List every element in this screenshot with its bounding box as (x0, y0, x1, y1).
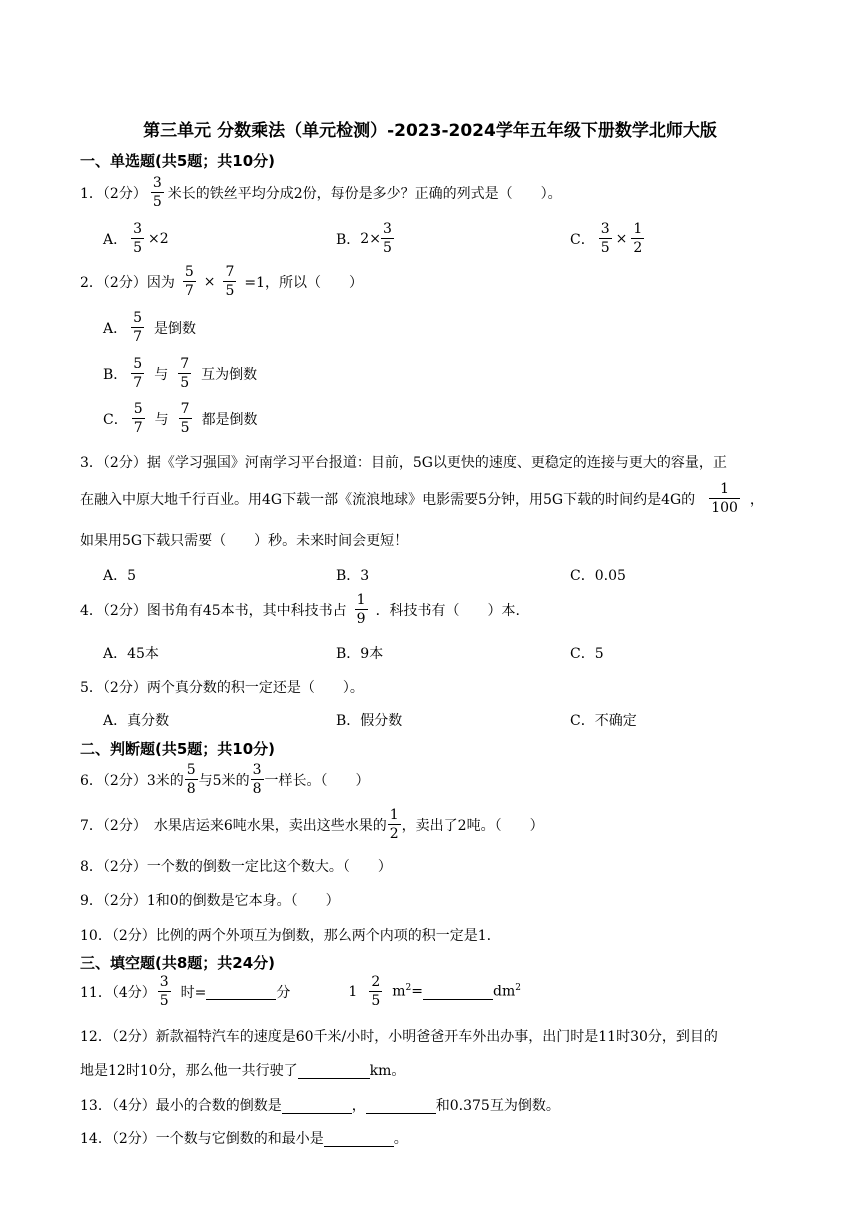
section-heading-single-choice: 一、单选题(共5题；共10分) (80, 152, 276, 170)
fraction: $\frac{1}{2}$ (633, 221, 643, 256)
punctuation: ， (351, 1098, 366, 1114)
option-a[interactable]: A．5 (103, 568, 137, 584)
question-7 (80, 808, 544, 841)
option-a[interactable]: A．45本 (103, 646, 159, 662)
option-text: ×2 (148, 230, 169, 247)
question-5: 5．（2分）两个真分数的积一定还是（ ）。 (80, 680, 364, 696)
answer-blank[interactable] (298, 1062, 370, 1079)
question-3-line-1: 3．（2分）据《学习强国》河南学习平台报道：目前，5G以更快的速度、更稳定的连接与更大的容量，正 (80, 455, 727, 471)
question-7-text: ，卖出了2吨。（ ） (401, 817, 544, 834)
fraction: $\frac{3}{5}$ (152, 175, 162, 210)
fraction: $\frac{3}{5}$ (382, 221, 392, 256)
section-heading-true-false: 二、判断题(共5题；共10分) (80, 740, 276, 758)
option-label: B． (336, 231, 361, 248)
fraction: $\frac{3}{5}$ (159, 974, 169, 1009)
question-14 (80, 1128, 408, 1148)
option-text: 2× (360, 230, 381, 247)
question-8: 8．（2分）一个数的倒数一定比这个数大。（ ） (80, 859, 392, 875)
option-text: 都是倒数 (201, 411, 258, 428)
fraction: $\frac{7}{5}$ (225, 264, 235, 299)
question-3-text: 在融入中原大地千行百业。用4G下载一部《流浪地球》电影需要5分钟，用5G下载的时间约是4G的 (80, 491, 696, 508)
option-label: C． (103, 411, 128, 428)
question-13-text: 和0.375互为倒数。 (435, 1098, 560, 1114)
fraction: $\frac{5}{7}$ (184, 264, 194, 299)
fraction: $\frac{1}{2}$ (389, 807, 399, 842)
question-4-text: ．科技书有（ ）本. (375, 602, 521, 619)
question-6-text: 一样长。（ ） (264, 772, 370, 789)
question-12-line-1: 12．（2分）新款福特汽车的速度是60千米/小时，小明爸爸开车外出办事，出门时是11时30分，到目的 (80, 1029, 718, 1045)
answer-blank[interactable] (366, 1097, 436, 1114)
question-6 (80, 763, 370, 796)
question-4 (80, 593, 520, 626)
option-text: 与 (154, 366, 169, 383)
fraction: $\frac{5}{7}$ (133, 356, 143, 391)
punctuation: 。 (393, 1131, 408, 1147)
fraction: $\frac{5}{7}$ (133, 310, 143, 345)
option-c[interactable] (570, 222, 648, 255)
answer-blank[interactable] (324, 1130, 394, 1147)
option-c[interactable] (103, 402, 258, 435)
option-label: C． (570, 231, 595, 248)
option-c[interactable]: C．不确定 (570, 713, 637, 729)
question-11 (80, 975, 521, 1008)
question-1-text: 米长的铁丝平均分成2份，每份是多少？正确的列式是（ ）。 (167, 185, 562, 202)
fraction: $\frac{7}{5}$ (180, 356, 190, 391)
answer-blank[interactable] (423, 983, 493, 1000)
option-label: A． (103, 320, 128, 337)
option-b[interactable]: B．9本 (336, 646, 384, 662)
question-11-text: 时= (180, 984, 207, 1001)
answer-blank[interactable] (206, 983, 276, 1000)
option-text: 互为倒数 (201, 366, 258, 383)
question-12-text: km。 (369, 1063, 406, 1079)
question-14-prefix: 14．（2分）一个数与它倒数的和最小是 (80, 1131, 324, 1147)
fraction: $\frac{7}{5}$ (180, 401, 190, 436)
question-2 (80, 265, 363, 298)
question-1-prefix: 1．（2分） (80, 185, 147, 202)
question-13 (80, 1095, 560, 1115)
option-b[interactable] (103, 357, 257, 390)
unit-label: 分 (276, 984, 291, 1001)
option-text: 与 (154, 411, 169, 428)
question-10: 10．（2分）比例的两个外项互为倒数，那么两个内项的积一定是1. (80, 928, 492, 944)
option-label: B． (103, 366, 128, 383)
fraction: $\frac{3}{5}$ (133, 221, 143, 256)
punctuation: ， (749, 491, 764, 508)
option-b[interactable]: B．3 (336, 568, 370, 584)
option-text: 是倒数 (154, 320, 197, 337)
fraction: $\frac{1}{9}$ (356, 592, 366, 627)
question-6-prefix: 6．（2分）3米的 (80, 772, 184, 789)
fraction: $\frac{5}{8}$ (186, 762, 196, 797)
question-1 (80, 176, 562, 209)
question-13-prefix: 13．（4分）最小的合数的倒数是 (80, 1098, 282, 1114)
unit-label: $dm^2$ (492, 983, 521, 1000)
option-c[interactable]: C．5 (570, 646, 604, 662)
fraction: $\frac{3}{5}$ (600, 221, 610, 256)
section-heading-fill-blank: 三、填空题(共8题；共24分) (80, 954, 276, 972)
option-b[interactable]: B．假分数 (336, 713, 403, 729)
page-title: 第三单元 分数乘法（单元检测）-2023-2024学年五年级下册数学北师大版 (143, 121, 717, 141)
whole-number: 1 (348, 983, 358, 1000)
question-7-prefix: 7．（2分） 水果店运来6吨水果，卖出这些水果的 (80, 817, 387, 834)
fraction: $\frac{2}{5}$ (371, 974, 381, 1009)
operator: × (615, 230, 628, 247)
question-2-prefix: 2．（2分）因为 (80, 274, 175, 291)
question-9: 9．（2分）1和0的倒数是它本身。（ ） (80, 893, 340, 909)
question-12-line-2 (80, 1060, 405, 1080)
question-4-prefix: 4．（2分）图书角有45本书，其中科技书占 (80, 602, 347, 619)
question-12-text: 地是12时10分，那么他一共行驶了 (80, 1063, 298, 1079)
question-3-line-3: 如果用5G下载只需要（ ）秒。未来时间会更短！ (80, 533, 409, 549)
question-11-prefix: 11．（4分） (80, 984, 156, 1001)
option-label: A． (103, 231, 128, 248)
operator: × (203, 273, 216, 290)
option-a[interactable] (103, 311, 196, 344)
option-b[interactable] (336, 222, 398, 255)
unit-label: $m^2=$ (392, 983, 423, 1000)
answer-blank[interactable] (282, 1097, 352, 1114)
fraction: $\frac{3}{8}$ (252, 762, 262, 797)
question-6-text: 与5米的 (198, 772, 250, 789)
fraction: $\frac{1}{100}$ (711, 481, 738, 516)
question-3-line-2 (80, 482, 764, 515)
option-a[interactable]: A．真分数 (103, 713, 170, 729)
fraction: $\frac{5}{7}$ (133, 401, 143, 436)
option-c[interactable]: C．0.05 (570, 568, 626, 584)
question-2-text: =1，所以（ ） (244, 274, 364, 291)
option-a[interactable] (103, 222, 169, 255)
